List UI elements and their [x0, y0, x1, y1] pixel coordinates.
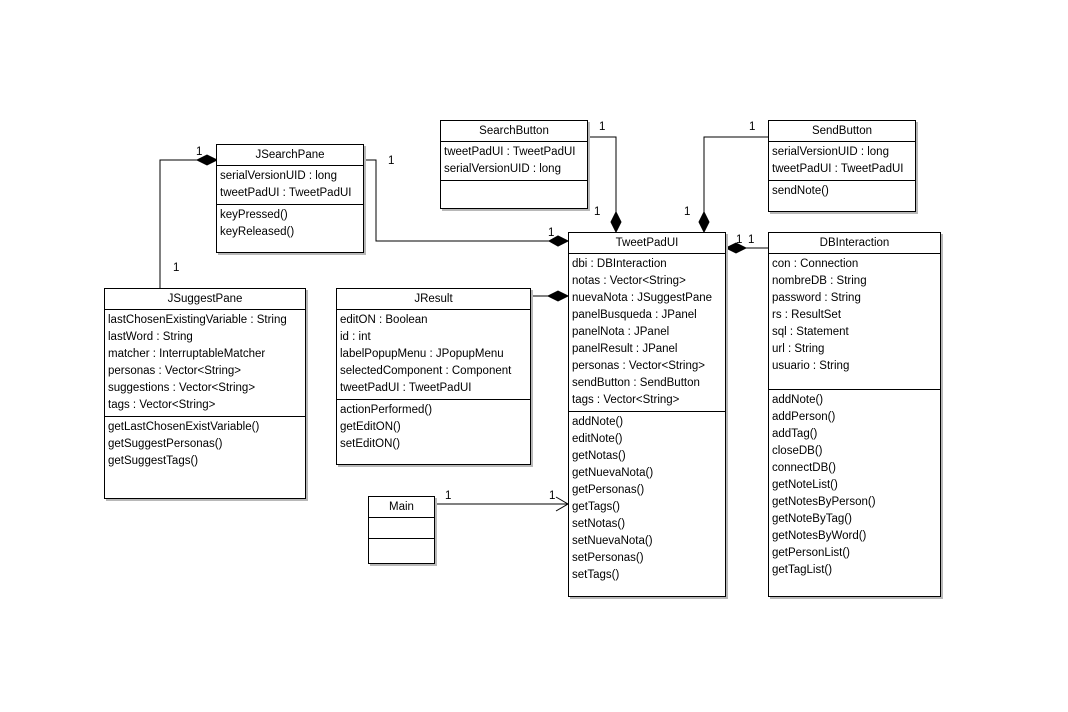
operation: addPerson(): [772, 411, 836, 423]
operation: sendNote(): [772, 185, 829, 197]
operation: getPersonList(): [772, 547, 850, 559]
attribute: nuevaNota : JSuggestPane: [572, 292, 713, 304]
operation: getPersonas(): [572, 484, 645, 496]
operations-section: [217, 204, 363, 243]
operations-section: [569, 411, 725, 586]
class-title: JSuggestPane: [105, 289, 305, 310]
operation: getNoteByTag(): [772, 513, 852, 525]
attribute: password : String: [772, 292, 861, 304]
operations-section: [337, 399, 530, 455]
operation: getLastChosenExistVariable(): [108, 421, 260, 433]
operation: getTags(): [572, 501, 620, 513]
mult-searchpane-tweetpad: 1: [548, 227, 555, 239]
attribute: serialVersionUID : long: [220, 170, 337, 182]
operation: keyReleased(): [220, 226, 295, 238]
mult-sendbutton-end: 1: [749, 121, 756, 133]
class-title: JResult: [337, 289, 530, 310]
mult-searchpane-diamond: 1: [196, 146, 203, 158]
attributes-section: [217, 166, 363, 204]
operations-section: [769, 389, 940, 581]
attribute: nombreDB : String: [772, 275, 867, 287]
class-title: TweetPadUI: [569, 233, 725, 254]
attributes-section: [569, 254, 725, 411]
attribute: panelResult : JPanel: [572, 343, 678, 355]
attributes-section: [105, 310, 305, 416]
attribute: usuario : String: [772, 360, 850, 372]
operation: setTags(): [572, 569, 620, 581]
attribute: dbi : DBInteraction: [572, 258, 667, 270]
attribute: tweetPadUI : TweetPadUI: [340, 382, 472, 394]
attribute: personas : Vector<String>: [108, 365, 241, 377]
attribute: editON : Boolean: [340, 314, 428, 326]
operation: closeDB(): [772, 445, 823, 457]
class-searchbutton[interactable]: [440, 120, 588, 209]
diamond-tweetpad-top-left: [611, 212, 621, 232]
attributes-section: [769, 254, 940, 389]
mult-main-tweetpad: 1: [549, 490, 556, 502]
operation: editNote(): [572, 433, 623, 445]
operation: setNotas(): [572, 518, 626, 530]
operations-section: [769, 180, 915, 202]
mult-searchbutton-tweetpad: 1: [594, 206, 601, 218]
operation: addNote(): [772, 394, 824, 406]
operation: getNoteList(): [772, 479, 838, 491]
attribute: url : String: [772, 343, 825, 355]
mult-searchpane-right: 1: [388, 155, 395, 167]
attributes-section: [441, 142, 587, 180]
class-title: DBInteraction: [769, 233, 940, 254]
attribute: selectedComponent : Component: [340, 365, 512, 377]
operation: addNote(): [572, 416, 624, 428]
operation: setPersonas(): [572, 552, 644, 564]
attribute: labelPopupMenu : JPopupMenu: [340, 348, 504, 360]
operation: getSuggestPersonas(): [108, 438, 223, 450]
attribute: panelNota : JPanel: [572, 326, 670, 338]
attribute: id : int: [340, 331, 371, 343]
operation: connectDB(): [772, 462, 836, 474]
class-jsearchpane[interactable]: [216, 144, 364, 253]
class-tweetpadui[interactable]: [568, 232, 726, 597]
diamond-tweetpad-top-right: [699, 212, 709, 232]
operation: getEditON(): [340, 421, 401, 433]
mult-main-end: 1: [445, 490, 452, 502]
operation: getNotas(): [572, 450, 626, 462]
mult-suggestpane-end: 1: [173, 262, 180, 274]
class-title: Main: [369, 497, 434, 518]
attributes-section: [337, 310, 530, 399]
mult-db-end: 1: [748, 234, 755, 246]
attribute: tweetPadUI : TweetPadUI: [772, 163, 904, 175]
class-sendbutton[interactable]: [768, 120, 916, 212]
mult-searchbutton-end: 1: [599, 121, 606, 133]
attribute: lastChosenExistingVariable : String: [108, 314, 287, 326]
attribute: notas : Vector<String>: [572, 275, 686, 287]
class-jresult[interactable]: [336, 288, 531, 465]
attribute: sendButton : SendButton: [572, 377, 700, 389]
operation: actionPerformed(): [340, 404, 433, 416]
attribute: lastWord : String: [108, 331, 193, 343]
class-title: SearchButton: [441, 121, 587, 142]
attribute: serialVersionUID : long: [444, 163, 561, 175]
searchbutton-tweetpad-link: [588, 137, 616, 212]
mult-db-tweetpad: 1: [736, 234, 743, 246]
attribute: con : Connection: [772, 258, 859, 270]
operation: getNuevaNota(): [572, 467, 654, 479]
mult-sendbutton-tweetpad: 1: [684, 206, 691, 218]
operation: getNotesByWord(): [772, 530, 867, 542]
operation: keyPressed(): [220, 209, 288, 221]
class-title: JSearchPane: [217, 145, 363, 166]
attribute: tweetPadUI : TweetPadUI: [220, 187, 352, 199]
operation: getTagList(): [772, 564, 833, 576]
attribute: tags : Vector<String>: [108, 399, 216, 411]
attribute: suggestions : Vector<String>: [108, 382, 256, 394]
attribute: personas : Vector<String>: [572, 360, 705, 372]
sendbutton-tweetpad-link: [704, 137, 768, 212]
diamond-tweetpad-jresult: [548, 291, 568, 301]
operations-section: [369, 538, 434, 559]
operation: setEditON(): [340, 438, 401, 450]
operation: getSuggestTags(): [108, 455, 199, 467]
attribute: matcher : InterruptableMatcher: [108, 348, 266, 360]
operation: setNuevaNota(): [572, 535, 653, 547]
attribute: panelBusqueda : JPanel: [572, 309, 697, 321]
attribute: tags : Vector<String>: [572, 394, 680, 406]
operations-section: [105, 416, 305, 472]
class-main[interactable]: [368, 496, 435, 564]
operations-section: [441, 180, 587, 205]
attributes-section: [769, 142, 915, 180]
class-title: SendButton: [769, 121, 915, 142]
attribute: sql : Statement: [772, 326, 849, 338]
operation: getNotesByPerson(): [772, 496, 876, 508]
operation: addTag(): [772, 428, 818, 440]
class-dbinteraction[interactable]: [768, 232, 941, 597]
attribute: serialVersionUID : long: [772, 146, 889, 158]
attributes-section: [369, 518, 434, 538]
attribute: tweetPadUI : TweetPadUI: [444, 146, 576, 158]
class-jsuggestpane[interactable]: [104, 288, 306, 499]
attribute: rs : ResultSet: [772, 309, 842, 321]
